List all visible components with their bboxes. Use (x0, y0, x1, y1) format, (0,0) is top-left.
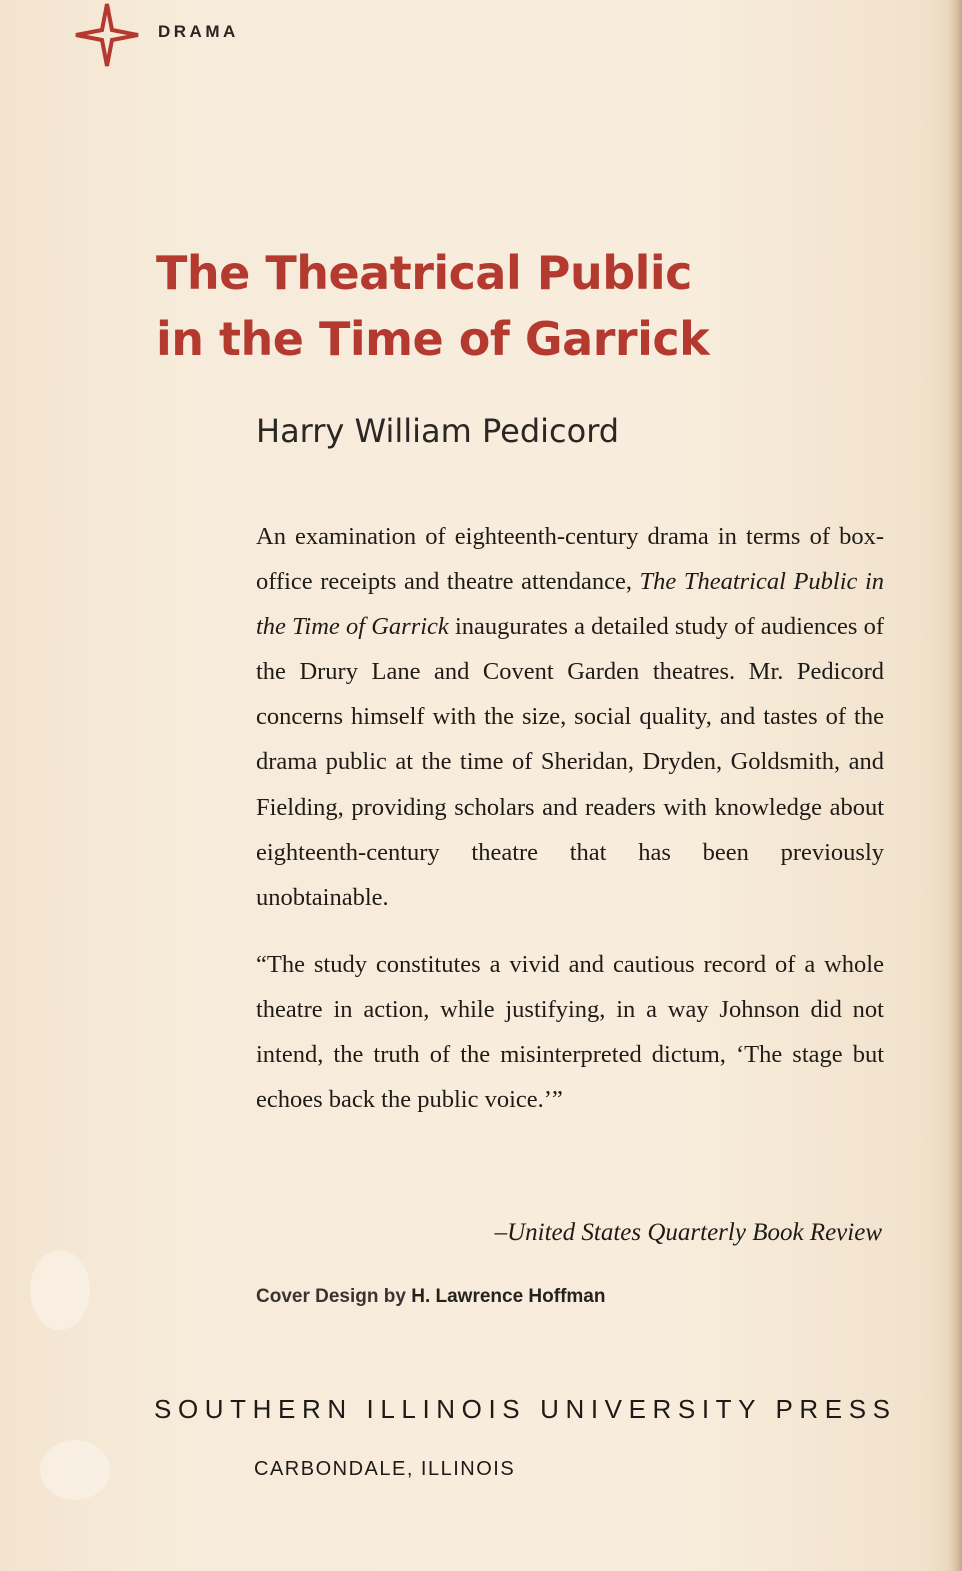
blurb (256, 514, 884, 1122)
paper-stain (30, 1250, 90, 1330)
cover-credit-name: H. Lawrence Hoffman (411, 1286, 606, 1307)
title-line-2: in the Time of Garrick (156, 312, 710, 366)
description-rest: inaugurates a detailed study of audiences of the Drury Lane and Covent Garden theatres. Mr. Pedicord concerns himself with the size, social quality, and tastes of the drama public at the time of Sheridan, Dryden, Goldsmith, and Fielding, providing scholars and readers with knowledge about eighteenth-century theatre that has been previously unobtainable. (256, 613, 884, 911)
publisher-name: SOUTHERN ILLINOIS UNIVERSITY PRESS (154, 1394, 897, 1424)
title-line-1: The Theatrical Public (156, 246, 692, 300)
author-name: Harry William Pedicord (256, 412, 620, 450)
description-lead: An examination of eighteenth-century drama in terms of box-office receipts and theatre attendance, (256, 523, 884, 596)
review-quote: “The study constitutes a vivid and cautious record of a whole theatre in action, while justifying, in a way Johnson did not intend, the truth of the misinterpreted dictum, ‘The stage but echoes back the public voice.’” (256, 950, 884, 1114)
quote-attribution: –United States Quarterly Book Review (494, 1219, 882, 1246)
paper-stain (40, 1440, 110, 1500)
cover-credit-prefix: Cover Design by (256, 1286, 406, 1307)
description-paragraph (256, 514, 884, 920)
cover-credit (256, 1286, 605, 1308)
publisher-location: CARBONDALE, ILLINOIS (254, 1458, 516, 1480)
four-point-star-icon (74, 2, 140, 68)
series-label: DRAMA (158, 22, 239, 41)
description-title-ref: The Theatrical Public in the Time of Garrick (256, 568, 885, 641)
cover-edge-shadow (948, 0, 962, 1571)
book-title (156, 240, 709, 372)
